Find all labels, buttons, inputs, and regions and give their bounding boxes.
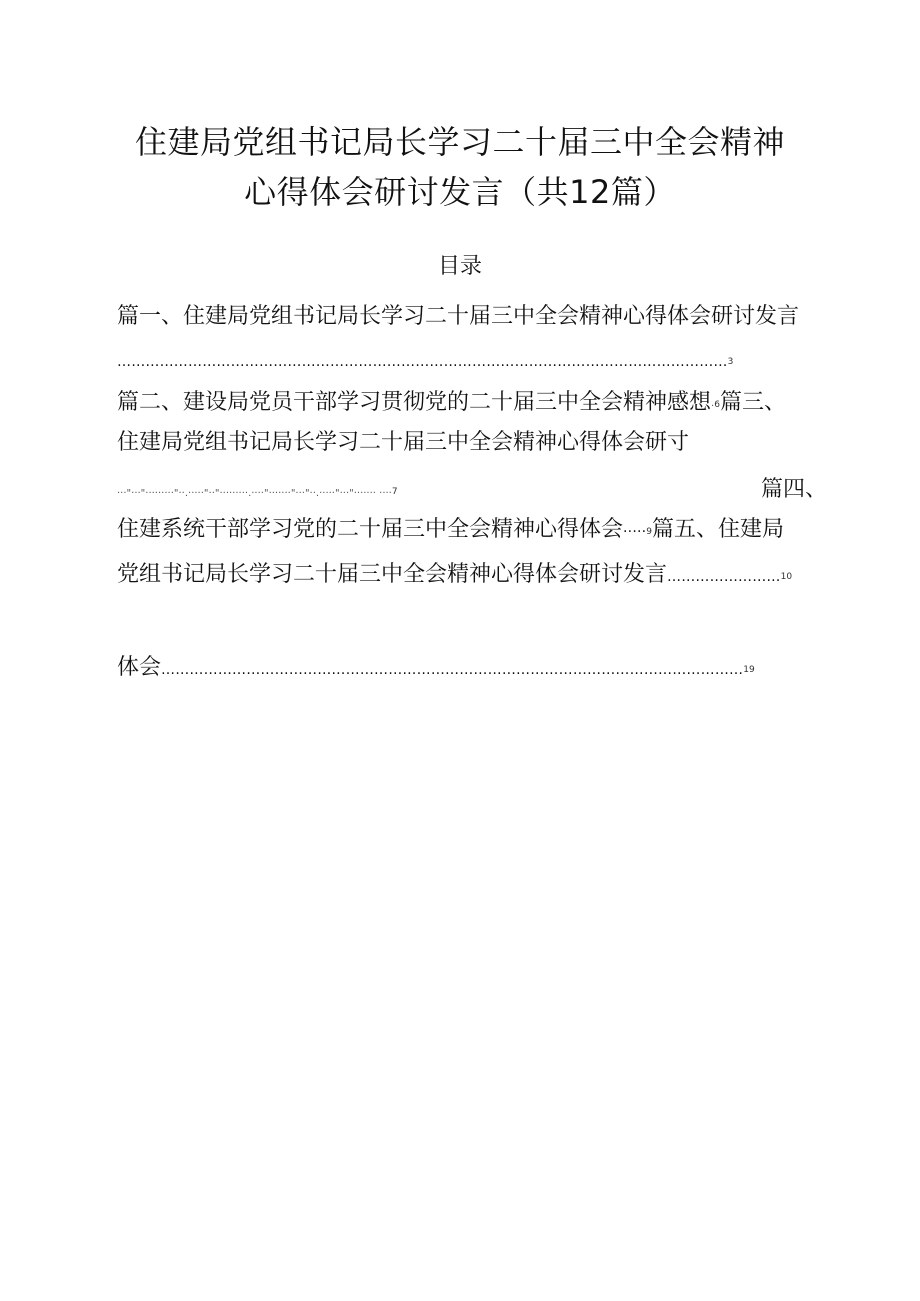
toc-entry-3-tail: 寸 [667, 430, 690, 455]
toc-leader-dots: …………………… [667, 569, 781, 585]
toc-entry-4-lead: 篇四、 [759, 475, 827, 505]
toc-heading: 目录 [437, 254, 482, 279]
toc-entry-3-leader [117, 475, 827, 509]
toc-entry-1[interactable] [117, 302, 827, 332]
toc-entry-4-page: 9 [646, 527, 653, 537]
toc-entry-4[interactable] [117, 515, 827, 547]
toc-leader-dots: · [711, 401, 715, 412]
toc-leader-dots: …………………………………………………………………………………………………………… [161, 662, 744, 678]
toc-entry-5[interactable] [117, 560, 827, 592]
toc-entry-1-page: 3 [727, 357, 734, 367]
toc-entry-5-lead: 篇五、住建局 [652, 517, 785, 542]
toc-leader-dots: ····· [623, 524, 647, 540]
document-title-line-2: 心得体会研讨发言（共12篇） [244, 173, 676, 211]
toc-entry-6-page: 19 [743, 665, 755, 675]
toc-entry-5-text: 党组书记局长学习二十届三中全会精神心得体会研讨发言 [117, 562, 668, 587]
toc-entry-3-lead: 篇三、 [719, 390, 786, 415]
toc-leader-dots: ………………………………………………………………………………………………………………… [117, 354, 728, 370]
toc-entry-1-text: 篇一、住建局党组书记局长学习二十届三中全会精神心得体会研讨发言 [117, 304, 800, 329]
toc-entry-2[interactable] [117, 388, 827, 422]
document-title-line-1: 住建局党组书记局长学习二十届三中全会精神 [134, 123, 785, 161]
toc-entry-3[interactable] [117, 428, 827, 458]
toc-entry-3-text: 住建局党组书记局长学习二十届三中全会精神心得体会研 [117, 430, 668, 455]
toc-entry-6[interactable] [117, 653, 827, 685]
toc-entry-6-text: 体会 [117, 655, 162, 680]
toc-entry-3-page: 7 [391, 487, 398, 497]
toc-entry-5-page: 10 [780, 572, 793, 582]
toc-leader-dots: ···"···"·········"··.·····"··"·········.····"·······"···"··.·····"···"······· ···· [117, 488, 392, 499]
toc-entry-2-page: 6 [714, 400, 720, 410]
toc-entry-1-leader [117, 345, 827, 377]
toc-entry-2-text: 篇二、建设局党员干部学习贯彻党的二十届三中全会精神感想 [117, 390, 712, 415]
toc-entry-4-text: 住建系统干部学习党的二十届三中全会精神心得体会 [117, 517, 624, 542]
